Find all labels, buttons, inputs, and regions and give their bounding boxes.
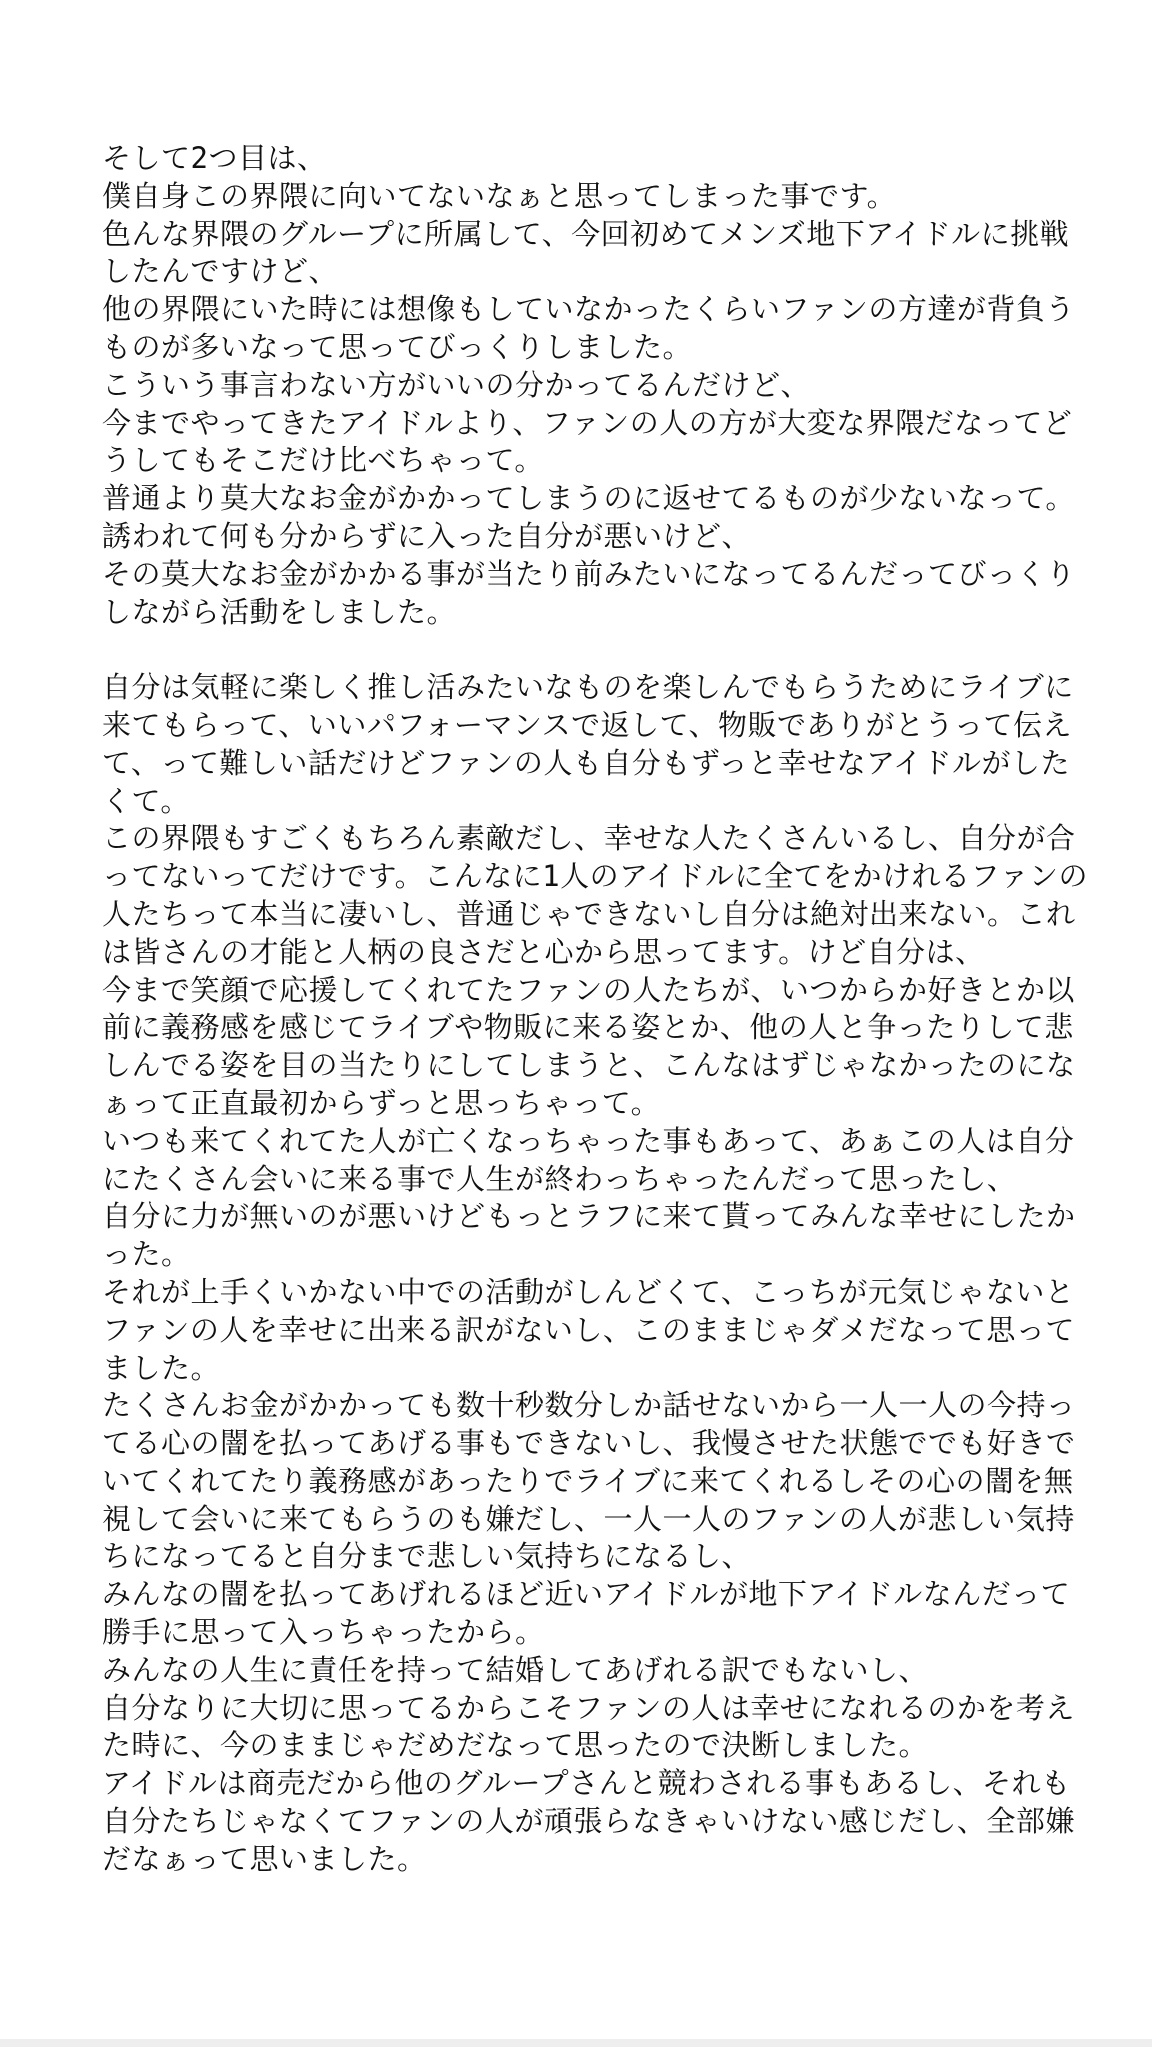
text-line: その莫大なお金がかかる事が当たり前みたいになってるんだってびっくり <box>102 556 1076 591</box>
text-line: 他の界隈にいた時には想像もしていなかったくらいファンの方達が背負う <box>102 292 1075 327</box>
text-line: 人たちって本当に凄いし、普通じゃできないし自分は絶対出来ない。これ <box>102 896 1076 931</box>
text-line: アイドルは商売だから他のグループさんと競わされる事もあるし、それも <box>102 1766 1071 1801</box>
text-line: にたくさん会いに来る事で人生が終わっちゃったんだって思ったし、 <box>102 1161 1017 1196</box>
text-line: 普通より莫大なお金がかかってしまうのに返せてるものが少ないなって。 <box>102 481 1075 516</box>
text-line: みんなの闇を払ってあげれるほど近いアイドルが地下アイドルなんだって <box>102 1577 1071 1612</box>
text-line: 今まで笑顔で応援してくれてたファンの人たちが、いつからか好きとか以 <box>102 972 1075 1007</box>
text-line: この界隈もすごくもちろん素敵だし、幸せな人たくさんいるし、自分が合 <box>102 821 1076 856</box>
text-line: だなぁって思いました。 <box>102 1841 427 1876</box>
text-line: 僕自身この界隈に向いてないなぁと思ってしまった事です。 <box>102 178 897 213</box>
paragraph-break <box>102 631 1102 669</box>
text-line: しながら活動をしました。 <box>102 594 457 629</box>
text-line: 色んな界隈のグループに所属して、今回初めてメンズ地下アイドルに挑戦 <box>102 216 1070 251</box>
text-line: 誘われて何も分からずに入った自分が悪いけど、 <box>102 518 752 553</box>
text-line: 自分は気軽に楽しく推し活みたいなものを楽しんでもらうためにライブに <box>102 670 1074 705</box>
text-line: 視して会いに来てもらうのも嫌だし、一人一人のファンの人が悲しい気持 <box>102 1501 1075 1536</box>
text-line: た時に、今のままじゃだめだなって思ったので決断しました。 <box>102 1728 929 1763</box>
document-body-text <box>102 140 1102 1879</box>
text-line: ぁって正直最初からずっと思っちゃって。 <box>102 1085 661 1120</box>
text-line: ってないってだけです。こんなに1人のアイドルに全てをかけれるファンの <box>102 859 1088 894</box>
text-line: 自分たちじゃなくてファンの人が頑張らなきゃいけない感じだし、全部嫌 <box>102 1804 1075 1839</box>
text-line: それが上手くいかない中での活動がしんどくて、こっちが元気じゃないと <box>102 1274 1075 1309</box>
text-line: てる心の闇を払ってあげる事もできないし、我慢させた状態ででも好きで <box>102 1426 1076 1461</box>
text-line: いてくれてたり義務感があったりでライブに来てくれるしその心の闇を無 <box>102 1463 1074 1498</box>
text-line: みんなの人生に責任を持って結婚してあげれる訳でもないし、 <box>102 1652 929 1687</box>
text-line: そして2つ目は、 <box>102 141 327 175</box>
text-line: うしてもそこだけ比べちゃって。 <box>102 443 544 478</box>
text-line: 自分なりに大切に思ってるからこそファンの人は幸せになれるのかを考え <box>102 1690 1075 1725</box>
page-bottom-edge <box>0 2039 1152 2047</box>
text-line: 勝手に思って入っちゃったから。 <box>102 1615 545 1650</box>
text-line: したんですけど、 <box>102 254 339 289</box>
text-line: て、って難しい話だけどファンの人も自分もずっと幸せなアイドルがした <box>102 745 1070 780</box>
text-line: った。 <box>102 1237 191 1272</box>
text-line: ました。 <box>102 1350 221 1385</box>
text-line: ものが多いなって思ってびっくりしました。 <box>102 329 693 364</box>
text-line: 前に義務感を感じてライブや物販に来る姿とか、他の人と争ったりして悲 <box>102 1010 1074 1045</box>
text-line: こういう事言わない方がいいの分かってるんだけど、 <box>102 367 811 402</box>
text-line: は皆さんの才能と人柄の良さだと心から思ってます。けど自分は、 <box>102 934 985 969</box>
text-line: いつも来てくれてた人が亡くなっちゃった事もあって、あぁこの人は自分 <box>102 1123 1075 1158</box>
text-line: 今までやってきたアイドルより、ファンの人の方が大変な界隈だなってど <box>102 405 1073 440</box>
text-line: 自分に力が無いのが悪いけどもっとラフに来て貰ってみんな幸せにしたか <box>102 1199 1076 1234</box>
text-line: くて。 <box>102 783 190 818</box>
text-line: たくさんお金がかかっても数十秒数分しか話せないから一人一人の今持っ <box>102 1388 1076 1423</box>
text-line: ファンの人を幸せに出来る訳がないし、このままじゃダメだなって思って <box>102 1312 1075 1347</box>
text-line: ちになってると自分まで悲しい気持ちになるし、 <box>102 1539 752 1574</box>
text-line: しんでる姿を目の当たりにしてしまうと、こんなはずじゃなかったのにな <box>102 1048 1076 1083</box>
text-line: 来てもらって、いいパフォーマンスで返して、物販でありがとうって伝え <box>102 707 1073 742</box>
